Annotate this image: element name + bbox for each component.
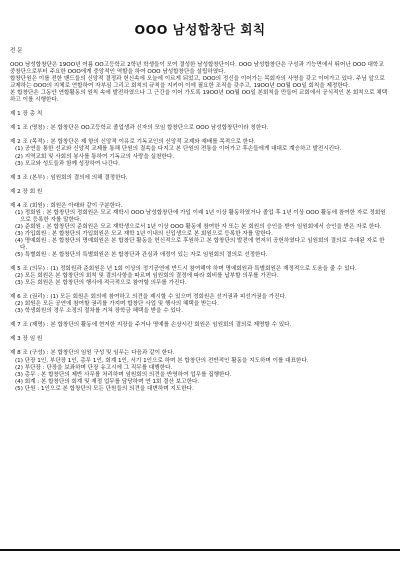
chapter-3-articles [10, 350, 388, 392]
article-8: 제 8 조 (구성) : 본 합창단의 임원 구성 및 임무는 다음과 같이 한다. [10, 350, 175, 357]
article-1: 제 1 조 (명칭) : 본 합창단은 OO고등학교 졸업생과 신자의 모임 합창단으로 OOO 남성합창단이라 칭한다. [10, 125, 269, 132]
article-clause: (3) 총무 : 본 합창단의 제반 사무를 처리하며 임원회의 의견을 반영하여 업무를 집행한다. [15, 371, 232, 378]
chapter-heading: 제 3 장 임 원 [10, 336, 43, 343]
article-clause: (2) 부단장 : 단장을 보좌하며 단장 유고시에 그 직무를 대행한다. [15, 364, 173, 371]
article-5: 제 5 조 (의무) : (1) 정회원과 준회원은 년 1회 이상의 정기공연에 반드시 참여해야 하며 명예회원과 특별회원은 재정적으로 도움을 줄 수 있다. [10, 266, 357, 273]
page-bottom-rule [0, 549, 400, 551]
preamble-paragraph: 합창단원은 이를 전한 밴드들의 신앙적 결정과 헌신속에 오늘에 이르게 되었고, OOO의 정신을 이어가는 목회자의 사명을 갖고 이어가고 있다. 주님 앞으로 교제하는 OOO의 지체로 연합하여 자부심 그리고 회칙의 규칙을 지키어 이에 필요한 조직을 갖추고, 19OO년 OO월 OO일 회칙을 제정한다. [10, 76, 385, 90]
article-2: 제 2 조 (목적) : 본 합창단은 제 항의 신앙적 이유로 기독교인의 신앙적 교제와 예배를 목적으로 한다. [10, 139, 256, 146]
article-clause: (2) 회원은 모든 공연에 참여할 권리를 가지며 합창단 사업 및 행사의 혜택을 받는다. [15, 301, 219, 308]
article-clause: (2) 모든 회원은 본 합창단의 회칙 및 결의사항을 따르며 임원회의 결정에 따라 회비를 납부할 의무를 가진다. [15, 273, 279, 280]
article-clause: (4) 명예회원 : 본 합창단의 명예회원은 본 합창단 활동을 헌신적으로 후원하고 본 합창단의 발전에 현저히 공헌하였다고 임원회의 결의로 추대된 자로 한다. [15, 237, 385, 251]
article-clause: (3) 모든 회원은 본 합창단의 행사에 적극적으로 참여할 의무를 가진다. [15, 280, 187, 287]
chapter-heading: 제 1 장 총 칙 [10, 111, 43, 118]
article-clause: (1) 단장 1인, 부단장 1인, 총무 1인, 회계 1인, 서기 1인으로 하며 본 합창단의 전반적인 활동을 지도하며 이를 대표한다. [15, 357, 309, 364]
article-clause: (2) 지역교회 및 사회의 봉사를 통하여 기독교의 사랑을 실천한다. [15, 153, 175, 160]
article-6: 제 6 조 (권리) : (1) 모든 회원은 회의에 참여하고 의견을 제시할 수 있으며 정회원은 선거권과 피선거권을 가진다. [10, 294, 287, 301]
article-4: 제 4 조 (회원) : 회원은 아래와 같이 구분한다. [10, 202, 123, 209]
preamble-paragraph: OOO 남성합창단은 19OO년 여름 OO고등학교 2학년 학생들이 모여 결성한 남성합창단이다. OOO 남성합창단은 구성과 기능면에서 뛰어난 OOO 대학교 중창단으로부터 주요한 OOO에게 중앙적인 역할을 하여 OOO 남성합창단을 설립하였다. [10, 62, 384, 76]
preamble-section [10, 62, 388, 104]
article-3: 제 3 조 (본부) : 임원회의 결의에 의해 결정한다. [10, 174, 128, 181]
document-body [10, 48, 388, 393]
preamble-paragraph: 본 합창단은 그동안 연합활동의 원칙 속에 발전하였으나 그 근간을 이어 가도록 19OO년 OO월 OO일 본회칙을 만들어 교회에서 공식적인 본 회칙으로 채택하고 이를 시행한다. [10, 90, 388, 104]
article-clause: (2) 준회원 : 본 합창단의 준회원은 모교 재학생으로서 1년 이상 OOO 활동에 참여한 자 또는 본 회원의 승인을 받아 임원회에서 승인을 받은 자로 한다. [15, 223, 382, 230]
article-clause: (4) 회계 : 본 합창단의 회계 및 재정 업무를 담당하며 연 1회 결산 보고한다. [15, 378, 200, 385]
chapter-1-articles [10, 125, 388, 181]
document-title: OOO 남성합창단 회칙 [134, 22, 266, 37]
article-clause: (3) 가입회원 : 본 합창단의 가입회원은 모교 재학 1년 이내의 신입생으로 본 회원으로 등록한 자를 말한다. [15, 230, 273, 237]
article-clause: (5) 특별회원 : 본 합창단의 특별회원은 본 합창단과 관심과 애정이 있는 자로 임원회의 결의로 선정한다. [15, 252, 268, 259]
article-clause: (1) 정회원 : 본 합창단의 정회원은 모교 재학시 OOO 남성합창단에 가입 이래 1년 이상 활동하였거나 졸업 후 1년 이상 OOO 활동에 참여한 자로 정회원으로 등록한 자를 말한다. [15, 209, 386, 223]
preamble-heading: 전 문 [10, 48, 23, 54]
article-7: 제 7 조 (제명) : 본 합창단의 활동에 현저한 지장을 주거나 명예를 손상시킨 회원은 임원회의 결의로 제명할 수 있다. [10, 322, 292, 329]
article-clause: (3) 학생회원의 경우 소정의 절차를 거쳐 장학금 혜택을 받을 수 있다. [15, 308, 183, 315]
chapter-heading: 제 2 장 회 원 [10, 188, 43, 195]
chapter-2-articles [10, 203, 388, 330]
article-clause: (5) 단원 : 1인으로 본 합창단의 모든 단원들의 의견을 대변하며 지도한다. [15, 385, 194, 392]
article-clause: (1) 공연을 통한 선교와 신앙적 교제를 통해 단원의 결속을 다지고 본 단원의 전통을 이어가고 후손들에게 대대로 계승하고 발전시킨다. [15, 146, 342, 153]
article-clause: (3) 모교와 성도들과 함께 성장하여 나간다. [15, 160, 121, 167]
